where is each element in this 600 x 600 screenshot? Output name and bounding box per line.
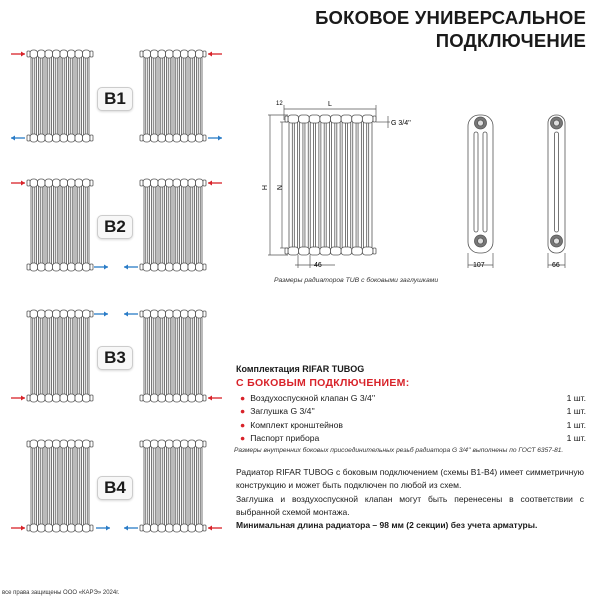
dim-l-label: L: [328, 101, 332, 108]
flow-arrow-icon: [124, 526, 138, 531]
radiator-icon: [140, 440, 206, 532]
kit-subheading: С БОКОВЫМ ПОДКЛЮЧЕНИЕМ:: [236, 377, 410, 389]
radiator-side-view-107: [468, 115, 493, 253]
copyright: все права защищены ООО «КАРЭ» 2024г.: [2, 590, 120, 596]
dim-n-label: N: [275, 185, 282, 191]
radiator-icon: [27, 50, 93, 142]
title-line-1: БОКОВОЕ УНИВЕРСАЛЬНОЕ: [315, 7, 586, 28]
dim-107-label: 107: [473, 262, 485, 269]
title-line-2: ПОДКЛЮЧЕНИЕ: [435, 30, 586, 51]
radiator-icon: [27, 440, 93, 532]
thread-note: Размеры внутренних боковых присоединительных резьб радиатора G 3/4'' выполнены по ГОСТ 6357-81.: [234, 447, 564, 454]
kit-item-name: Комплект кронштейнов: [250, 419, 343, 430]
description-paragraph: Радиатор RIFAR TUBOG с боковым подключением (схемы В1-В4) имеет симметричную конструкцию и может быть подключен по любой из схем.: [236, 467, 584, 491]
scheme-label-b2: B2: [97, 215, 133, 239]
kit-item-name: Заглушка G 3/4'': [250, 406, 315, 416]
kit-item-name: Паспорт прибора: [250, 433, 320, 443]
kit-section: [236, 364, 586, 443]
description-minimum-length: Минимальная длина радиатора – 98 мм (2 секции) без учета арматуры.: [236, 520, 538, 531]
radiator-icon: [140, 50, 206, 142]
drawing-caption: Размеры радиаторов TUB с боковыми заглушками: [274, 277, 439, 284]
kit-item: [236, 433, 586, 443]
dim-46-label: 46: [314, 262, 322, 269]
flow-arrow-icon: [208, 181, 222, 186]
radiator-icon: [285, 115, 376, 255]
kit-item: [236, 393, 586, 403]
flow-arrow-icon: [11, 396, 25, 401]
flow-arrow-icon: [124, 265, 138, 270]
kit-heading: Комплектация RIFAR TUBOG: [236, 364, 365, 374]
radiator-icon: [27, 310, 93, 402]
dim-12-label: 12: [276, 101, 283, 107]
dim-h-label: H: [260, 185, 267, 191]
flow-arrow-icon: [11, 52, 25, 57]
bullet-icon: ●: [240, 406, 246, 416]
flow-arrow-icon: [96, 526, 110, 531]
scheme-label-b4: B4: [97, 476, 133, 500]
bullet-icon: ●: [240, 433, 246, 443]
scheme-label-b3: B3: [97, 346, 133, 370]
kit-item-name: Воздухоспускной клапан G 3/4'': [250, 392, 376, 403]
flow-arrow-icon: [11, 136, 25, 141]
description: [236, 466, 584, 532]
dimension-drawing: [240, 90, 600, 280]
flow-arrow-icon: [208, 136, 222, 141]
dim-66-label: 66: [552, 262, 560, 269]
flow-arrow-icon: [94, 265, 108, 270]
kit-item-qty: 1 шт.: [566, 392, 586, 403]
flow-arrow-icon: [11, 181, 25, 186]
kit-item: [236, 420, 586, 430]
radiator-icon: [27, 179, 93, 271]
radiator-icon: [140, 310, 206, 402]
page-title: [315, 6, 586, 52]
flow-arrow-icon: [208, 396, 222, 401]
flow-arrow-icon: [11, 526, 25, 531]
scheme-label-b1: B1: [97, 87, 133, 111]
flow-arrow-icon: [208, 52, 222, 57]
flow-arrow-icon: [124, 312, 138, 317]
flow-arrow-icon: [208, 526, 222, 531]
flow-arrow-icon: [94, 312, 108, 317]
kit-item-qty: 1 шт.: [566, 419, 586, 430]
radiator-icon: [140, 179, 206, 271]
dim-thread-label: G 3/4'': [391, 120, 411, 127]
radiator-side-view-66: [548, 115, 565, 253]
description-paragraph: Заглушка и воздухоспускной клапан могут быть перенесены в соответствии с выбранной схемой монтажа.: [236, 493, 584, 517]
kit-item-qty: 1 шт.: [566, 406, 586, 416]
bullet-icon: ●: [240, 419, 246, 430]
kit-item: [236, 406, 586, 416]
bullet-icon: ●: [240, 392, 246, 403]
kit-item-qty: 1 шт.: [566, 433, 586, 443]
